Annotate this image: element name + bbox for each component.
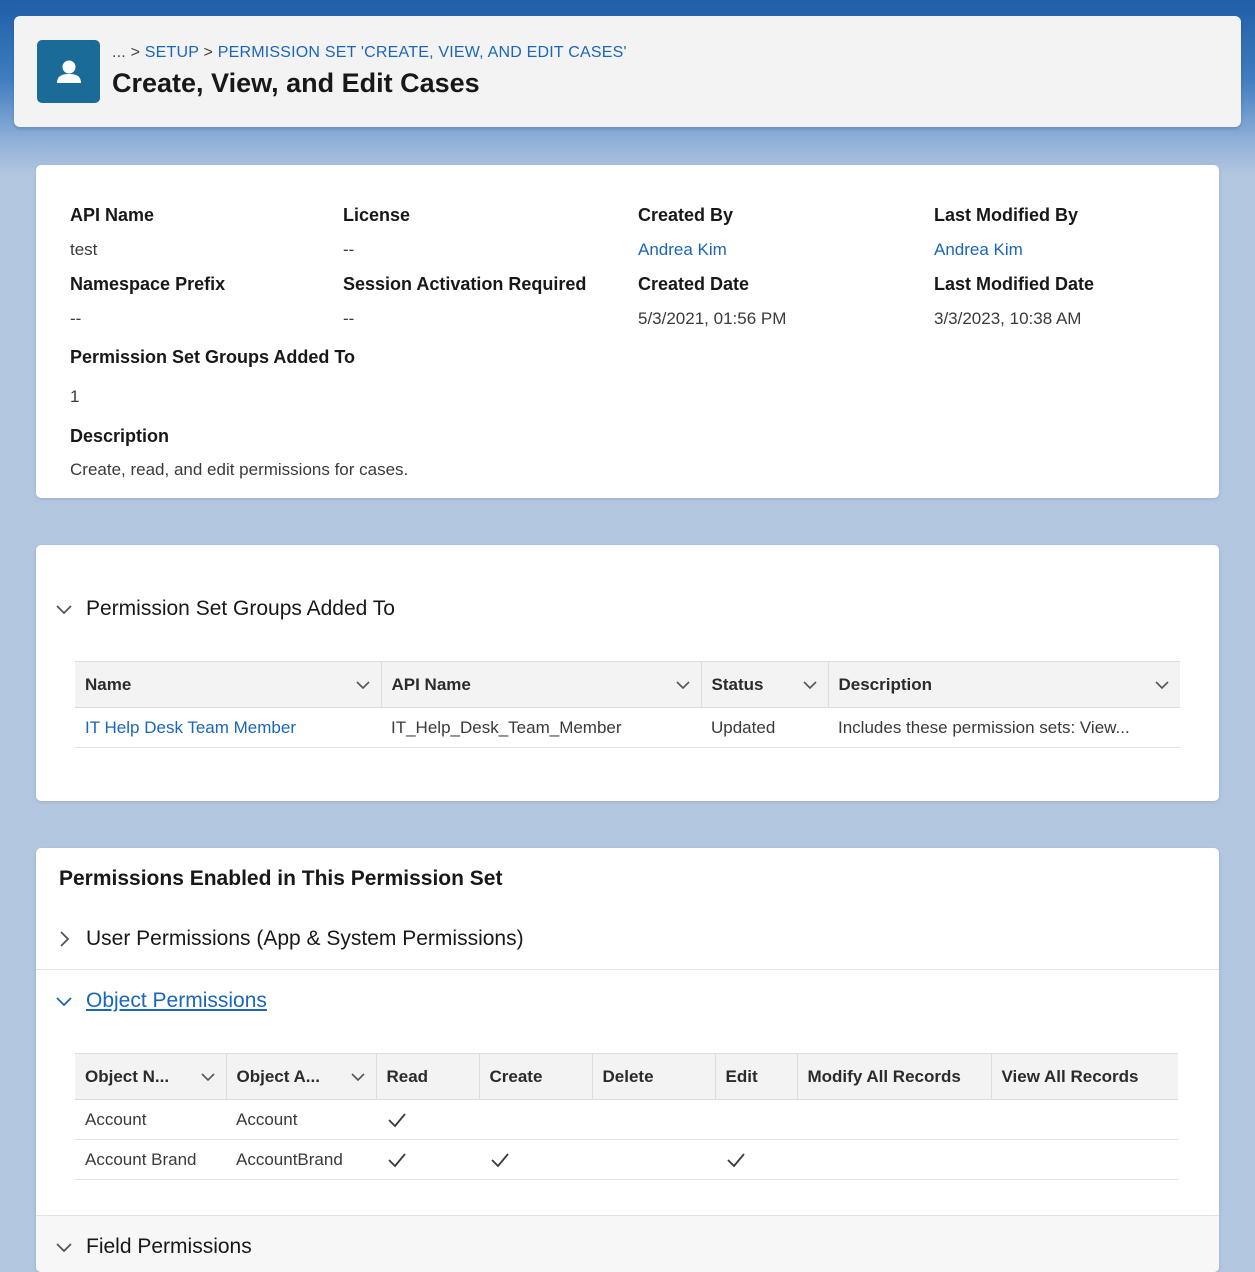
object-name: Account bbox=[75, 1100, 226, 1140]
api-name-label: API Name bbox=[70, 205, 155, 225]
created-by-link[interactable]: Andrea Kim bbox=[638, 240, 727, 259]
checkmark-icon bbox=[489, 1149, 511, 1171]
column-header-object-api[interactable]: Object A... bbox=[226, 1054, 376, 1100]
column-header-name[interactable]: Name bbox=[75, 662, 381, 708]
last-modified-date-value: 3/3/2023, 10:38 AM bbox=[934, 309, 1082, 328]
group-name-link[interactable]: IT Help Desk Team Member bbox=[75, 708, 381, 748]
permission-delete-cell bbox=[592, 1140, 715, 1180]
last-modified-by-label: Last Modified By bbox=[934, 205, 1079, 225]
column-header-edit[interactable]: Edit bbox=[715, 1054, 797, 1100]
chevron-down-icon[interactable] bbox=[355, 677, 371, 693]
groups-added-label: Permission Set Groups Added To bbox=[70, 347, 356, 367]
group-api-name: IT_Help_Desk_Team_Member bbox=[381, 708, 701, 748]
column-header-status[interactable]: Status bbox=[701, 662, 828, 708]
checkmark-icon bbox=[386, 1149, 408, 1171]
groups-added-value: 1 bbox=[70, 387, 80, 406]
chevron-down-icon bbox=[54, 991, 74, 1011]
object-permissions-table bbox=[75, 1053, 1178, 1180]
column-header-modify-all[interactable]: Modify All Records bbox=[797, 1054, 991, 1100]
object-permissions-link[interactable]: Object Permissions bbox=[86, 989, 267, 1012]
session-activation-value: -- bbox=[343, 309, 355, 328]
permissions-card bbox=[36, 848, 1219, 1272]
breadcrumb-ellipsis[interactable]: ... bbox=[112, 44, 126, 61]
chevron-down-icon[interactable] bbox=[200, 1069, 216, 1085]
table-row bbox=[75, 1100, 1178, 1140]
chevron-down-icon[interactable] bbox=[350, 1069, 366, 1085]
namespace-value: -- bbox=[70, 309, 82, 328]
permission-create-cell bbox=[479, 1140, 592, 1180]
checkmark-icon bbox=[386, 1109, 408, 1131]
permission-read-cell bbox=[376, 1140, 479, 1180]
permission-read-cell bbox=[376, 1100, 479, 1140]
user-icon bbox=[37, 40, 100, 103]
description-label: Description bbox=[70, 426, 170, 446]
license-label: License bbox=[343, 205, 411, 225]
api-name-value: test bbox=[70, 240, 98, 259]
object-api-name: AccountBrand bbox=[226, 1140, 376, 1180]
session-activation-label: Session Activation Required bbox=[343, 274, 587, 294]
permission-view-all-cell bbox=[991, 1140, 1178, 1180]
chevron-down-icon[interactable] bbox=[675, 677, 691, 693]
created-by-label: Created By bbox=[638, 205, 734, 225]
checkmark-icon bbox=[725, 1149, 747, 1171]
permission-delete-cell bbox=[592, 1100, 715, 1140]
group-status: Updated bbox=[701, 708, 828, 748]
field-permissions-toggle[interactable] bbox=[54, 1235, 252, 1259]
chevron-down-icon[interactable] bbox=[802, 677, 818, 693]
page-header bbox=[14, 16, 1241, 127]
object-name: Account Brand bbox=[75, 1140, 226, 1180]
page-title: Create, View, and Edit Cases bbox=[112, 68, 480, 98]
group-description: Includes these permission sets: View... bbox=[828, 708, 1180, 748]
last-modified-date-label: Last Modified Date bbox=[934, 274, 1095, 294]
permissions-title: Permissions Enabled in This Permission Set bbox=[59, 867, 503, 890]
table-row bbox=[75, 1140, 1178, 1180]
namespace-label: Namespace Prefix bbox=[70, 274, 226, 294]
object-permissions-toggle[interactable] bbox=[54, 989, 267, 1013]
permission-view-all-cell bbox=[991, 1100, 1178, 1140]
breadcrumb-current[interactable]: PERMISSION SET 'CREATE, VIEW, AND EDIT CASES' bbox=[217, 44, 627, 61]
column-header-delete[interactable]: Delete bbox=[592, 1054, 715, 1100]
permission-edit-cell bbox=[715, 1100, 797, 1140]
last-modified-by-link[interactable]: Andrea Kim bbox=[934, 240, 1023, 259]
details-card bbox=[36, 165, 1219, 498]
chevron-down-icon bbox=[54, 1237, 74, 1257]
description-value: Create, read, and edit permissions for cases. bbox=[70, 460, 409, 479]
permission-edit-cell bbox=[715, 1140, 797, 1180]
permission-create-cell bbox=[479, 1100, 592, 1140]
created-date-label: Created Date bbox=[638, 274, 750, 294]
permission-modify-all-cell bbox=[797, 1140, 991, 1180]
groups-section-toggle[interactable] bbox=[54, 597, 395, 621]
created-date-value: 5/3/2021, 01:56 PM bbox=[638, 309, 787, 328]
column-header-object-name[interactable]: Object N... bbox=[75, 1054, 226, 1100]
groups-table bbox=[75, 661, 1180, 748]
column-header-view-all[interactable]: View All Records bbox=[991, 1054, 1178, 1100]
groups-section-title: Permission Set Groups Added To bbox=[86, 597, 395, 620]
column-header-create[interactable]: Create bbox=[479, 1054, 592, 1100]
license-value: -- bbox=[343, 240, 355, 259]
table-row bbox=[75, 708, 1180, 748]
chevron-down-icon[interactable] bbox=[1154, 677, 1170, 693]
chevron-down-icon bbox=[54, 599, 74, 619]
user-permissions-toggle[interactable] bbox=[54, 927, 524, 951]
user-permissions-label: User Permissions (App & System Permissions) bbox=[86, 927, 524, 950]
groups-card bbox=[36, 545, 1219, 801]
breadcrumb-setup-link[interactable]: SETUP bbox=[144, 44, 199, 61]
field-permissions-label: Field Permissions bbox=[86, 1235, 252, 1258]
breadcrumb: ... > SETUP > PERMISSION SET 'CREATE, VIEW, AND EDIT CASES' bbox=[112, 44, 627, 61]
object-api-name: Account bbox=[226, 1100, 376, 1140]
permission-modify-all-cell bbox=[797, 1100, 991, 1140]
chevron-right-icon bbox=[54, 929, 74, 949]
column-header-api-name[interactable]: API Name bbox=[381, 662, 701, 708]
divider bbox=[36, 969, 1219, 970]
column-header-read[interactable]: Read bbox=[376, 1054, 479, 1100]
column-header-description[interactable]: Description bbox=[828, 662, 1180, 708]
